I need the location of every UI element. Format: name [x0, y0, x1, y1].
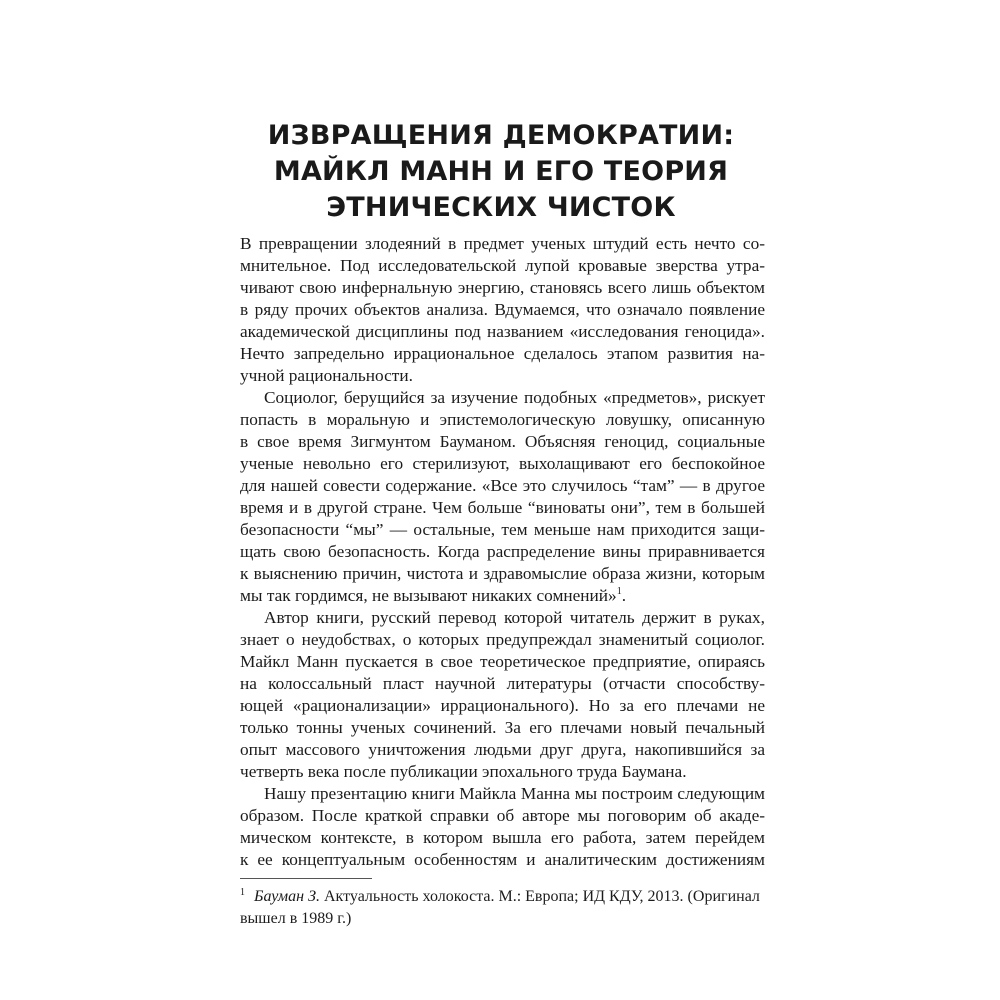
text-line: ющей «рационализации» иррационального). Но за его плечами не: [240, 696, 765, 715]
text-line: академической дисциплины под названием «исследования геноцида».: [240, 322, 765, 341]
sentence-period: .: [621, 586, 627, 605]
text-line-with-footnote: [240, 585, 765, 607]
text-line: Автор книги, русский перевод которой читатель держит в руках,: [264, 608, 765, 627]
text-line: Социолог, берущийся за изучение подобных «предметов», рискует: [264, 388, 765, 407]
chapter-title: [238, 118, 764, 226]
text-line: В превращении злодеяний в предмет ученых штудий есть нечто со-: [240, 234, 765, 253]
text-line: безопасности “мы” — остальные, тем меньше нам приходится защи-: [240, 520, 765, 539]
paragraph-3: [240, 607, 765, 783]
text-line: к выяснению причин, чистота и здравомыслие образа жизни, которым: [240, 564, 765, 583]
text-line: Нечто запредельно иррациональное сделалось этапом развития на-: [240, 344, 765, 363]
footnote-reference[interactable]: 1: [616, 586, 622, 598]
text-line: для нашей совести содержание. «Все это случилось “там” — в другое: [240, 476, 765, 495]
body-text: [240, 233, 765, 871]
paragraph-1: [240, 233, 765, 387]
text-line: попасть в моральную и эпистемологическую ловушку, описанную: [240, 410, 765, 429]
text-line: четверть века после публикации эпохального труда Баумана.: [240, 762, 687, 781]
text-line: знает о неудобствах, о которых предупреждал знаменитый социолог.: [240, 630, 765, 649]
footnote-line: [240, 886, 765, 908]
text-line: чивают свою инфернальную энергию, становясь всего лишь объектом: [240, 278, 765, 297]
text-line: Майкл Манн пускается в свое теоретическое предприятие, опираясь: [240, 652, 765, 671]
text-line: Нашу презентацию книги Майкла Манна мы построим следующим: [264, 784, 765, 803]
text-line: мнительное. Под исследовательской лупой кровавые зверства утра-: [240, 256, 765, 275]
chapter-title-line: ЭТНИЧЕСКИХ ЧИСТОК: [326, 192, 676, 223]
text-line: щать свою безопасность. Когда распределение вины приравнивается: [240, 542, 765, 561]
footnote-divider: [240, 878, 372, 879]
footnote-line: [240, 908, 765, 930]
footnote: [240, 886, 765, 930]
footnote-text: вышел в 1989 г.): [240, 910, 352, 927]
text-line: время и в другой стране. Чем больше “виноваты они”, тем в большей: [240, 498, 765, 517]
text-line: образом. После краткой справки об авторе мы поговорим об акаде-: [240, 806, 765, 825]
footnote-author: Бауман З.: [254, 888, 320, 905]
text-line: ученые невольно его стерилизуют, выхолащивают его беспокойное: [240, 454, 765, 473]
text-line: опыт массового уничтожения людьми друг друга, накопившийся за: [240, 740, 765, 759]
text-line: только тонны ученых сочинений. За его плечами новый печальный: [240, 718, 765, 737]
paragraph-2: [240, 387, 765, 607]
text-line: на колоссальный пласт научной литературы (отчасти способству-: [240, 674, 765, 693]
text-line: учной рациональности.: [240, 366, 413, 385]
footnote-number: 1: [240, 887, 245, 898]
paragraph-4: [240, 783, 765, 871]
footnote-text: Актуальность холокоста. М.: Европа; ИД КДУ, 2013. (Оригинал: [320, 888, 760, 905]
text-line: к ее концептуальным особенностям и аналитическим достижениям: [240, 850, 765, 869]
text-line: в свое время Зигмунтом Бауманом. Объясняя геноцид, социальные: [240, 432, 765, 451]
text-line: мическом контексте, в котором вышла его работа, затем перейдем: [240, 828, 765, 847]
text-line: мы так гордимся, не вызывают никаких сомнений»: [240, 586, 617, 605]
chapter-title-line: МАЙКЛ МАНН И ЕГО ТЕОРИЯ: [273, 156, 729, 187]
text-line: в ряду прочих объектов анализа. Вдумаемся, что означало появление: [240, 300, 765, 319]
chapter-title-line: ИЗВРАЩЕНИЯ ДЕМОКРАТИИ:: [267, 120, 735, 151]
